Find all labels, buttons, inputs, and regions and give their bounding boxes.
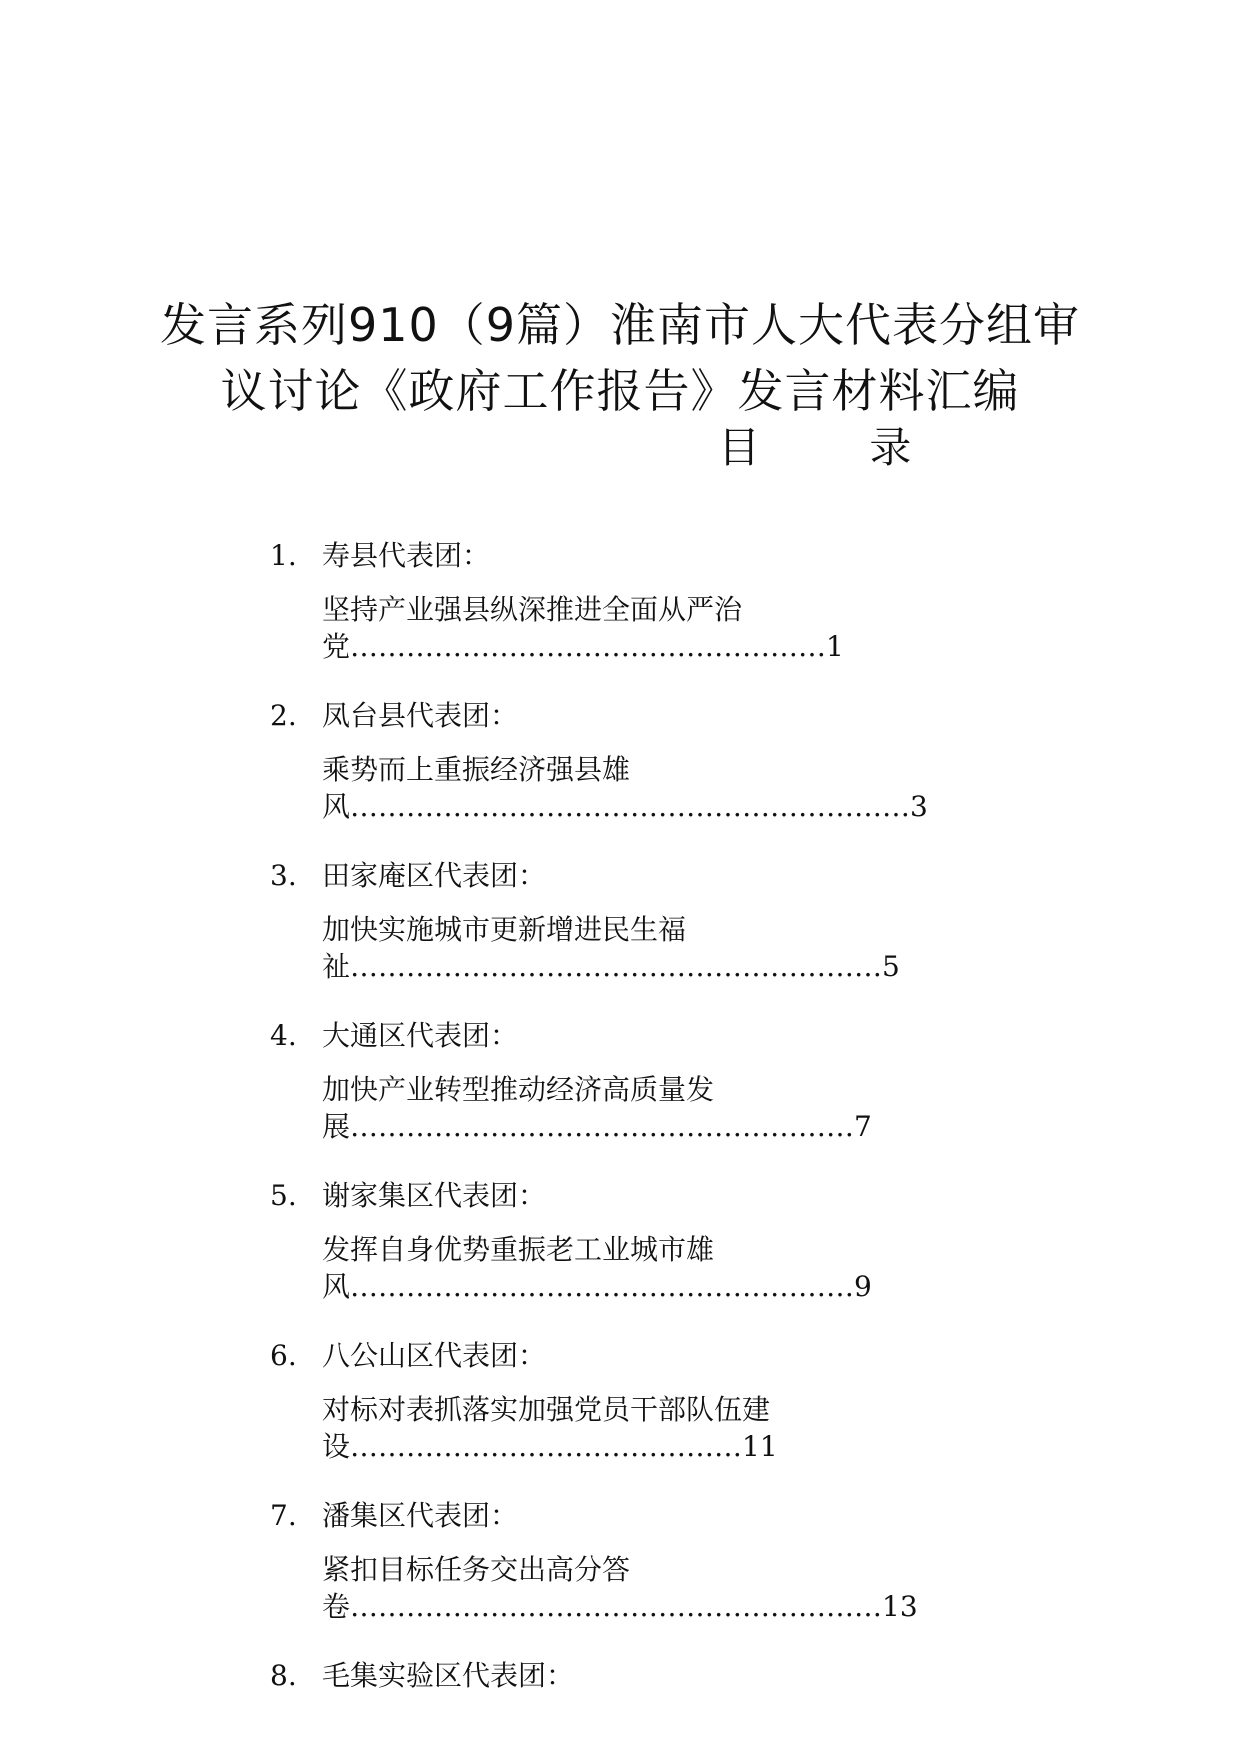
toc-speech[interactable] bbox=[322, 590, 1030, 670]
toc-number: 2. bbox=[270, 699, 297, 732]
toc-delegation bbox=[270, 1490, 1030, 1550]
toc-delegation-name: 八公山区代表团： bbox=[322, 1339, 547, 1372]
toc-delegation bbox=[270, 530, 1030, 590]
toc-speech-title: 乘势而上重振经济强县雄 bbox=[322, 753, 631, 786]
document-title-line-2: 议讨论《政府工作报告》发言材料汇编 bbox=[220, 364, 1020, 418]
toc-speech-title: 坚持产业强县纵深推进全面从严治 bbox=[322, 593, 743, 626]
toc-speech[interactable] bbox=[322, 1070, 1030, 1150]
toc-speech[interactable] bbox=[322, 1550, 1030, 1630]
toc-dot-leader: ……………………………………………… bbox=[350, 1270, 855, 1303]
toc-page-number: 5 bbox=[882, 950, 900, 983]
toc-page-number: 7 bbox=[854, 1110, 872, 1143]
toc-speech-title: 发挥自身优势重振老工业城市雄 bbox=[322, 1233, 715, 1266]
toc-number: 3. bbox=[270, 859, 297, 892]
toc-delegation bbox=[270, 1330, 1030, 1390]
toc-speech[interactable] bbox=[322, 1390, 1030, 1470]
toc-speech-title: 紧扣目标任务交出高分答 bbox=[322, 1553, 631, 1586]
toc-number: 1. bbox=[270, 539, 297, 572]
toc-speech[interactable] bbox=[322, 910, 1030, 990]
toc-delegation-name: 谢家集区代表团： bbox=[322, 1179, 547, 1212]
toc-entry-6 bbox=[270, 1330, 1030, 1470]
toc-number: 6. bbox=[270, 1339, 297, 1372]
toc-page-number: 9 bbox=[854, 1270, 872, 1303]
toc-number: 4. bbox=[270, 1019, 297, 1052]
toc-speech-title: 对标对表抓落实加强党员干部队伍建 bbox=[322, 1393, 771, 1426]
toc-entry-4 bbox=[270, 1010, 1030, 1150]
toc-delegation bbox=[270, 1010, 1030, 1070]
toc-dot-leader: ………………………………………………… bbox=[350, 950, 883, 983]
toc-dot-leader: …………………………………… bbox=[350, 1430, 743, 1463]
toc-dot-leader: …………………………………………………… bbox=[350, 790, 911, 823]
toc-dot-leader: ………………………………………………… bbox=[350, 1590, 883, 1623]
toc-page-number: 13 bbox=[882, 1590, 918, 1623]
table-of-contents bbox=[270, 530, 1030, 1710]
toc-speech-title: 加快产业转型推动经济高质量发 bbox=[322, 1073, 715, 1106]
toc-entry-5 bbox=[270, 1170, 1030, 1310]
toc-delegation bbox=[270, 1170, 1030, 1230]
toc-dot-leader: …………………………………………… bbox=[350, 630, 827, 663]
toc-page-number: 3 bbox=[910, 790, 928, 823]
toc-number: 8. bbox=[270, 1659, 297, 1692]
toc-delegation bbox=[270, 690, 1030, 750]
toc-speech-title-end: 风 …………………………………………………… 3 bbox=[322, 790, 928, 823]
toc-entry-7 bbox=[270, 1490, 1030, 1630]
toc-speech-title-end: 卷 ………………………………………………… 13 bbox=[322, 1590, 918, 1623]
toc-speech-title-end: 设 …………………………………… 11 bbox=[322, 1430, 778, 1463]
toc-speech[interactable] bbox=[322, 750, 1030, 830]
toc-number: 5. bbox=[270, 1179, 297, 1212]
toc-speech-title-end: 祉 ………………………………………………… 5 bbox=[322, 950, 900, 983]
toc-speech-title: 加快实施城市更新增进民生福 bbox=[322, 913, 687, 946]
toc-speech[interactable] bbox=[322, 1230, 1030, 1310]
toc-page-number: 11 bbox=[742, 1430, 778, 1463]
toc-heading: 目 录 bbox=[718, 423, 960, 472]
toc-speech-title-end: 风 ……………………………………………… 9 bbox=[322, 1270, 872, 1303]
toc-delegation-name: 田家庵区代表团： bbox=[322, 859, 547, 892]
document-title-line-1: 发言系列910（9篇）淮南市人大代表分组审 bbox=[159, 298, 1081, 352]
toc-dot-leader: ……………………………………………… bbox=[350, 1110, 855, 1143]
toc-speech-title-end: 党 …………………………………………… 1 bbox=[322, 630, 844, 663]
toc-delegation-name: 寿县代表团： bbox=[322, 539, 491, 572]
toc-number: 7. bbox=[270, 1499, 297, 1532]
toc-entry-1 bbox=[270, 530, 1030, 670]
toc-entry-2 bbox=[270, 690, 1030, 830]
toc-delegation bbox=[270, 850, 1030, 910]
toc-entry-8 bbox=[270, 1650, 1030, 1710]
toc-speech-title-end: 展 ……………………………………………… 7 bbox=[322, 1110, 872, 1143]
toc-delegation-name: 凤台县代表团： bbox=[322, 699, 519, 732]
toc-page-number: 1 bbox=[826, 630, 844, 663]
toc-delegation-name: 潘集区代表团： bbox=[322, 1499, 519, 1532]
toc-delegation-name: 毛集实验区代表团： bbox=[322, 1659, 575, 1692]
toc-entry-3 bbox=[270, 850, 1030, 990]
toc-delegation bbox=[270, 1650, 1030, 1710]
toc-delegation-name: 大通区代表团： bbox=[322, 1019, 519, 1052]
